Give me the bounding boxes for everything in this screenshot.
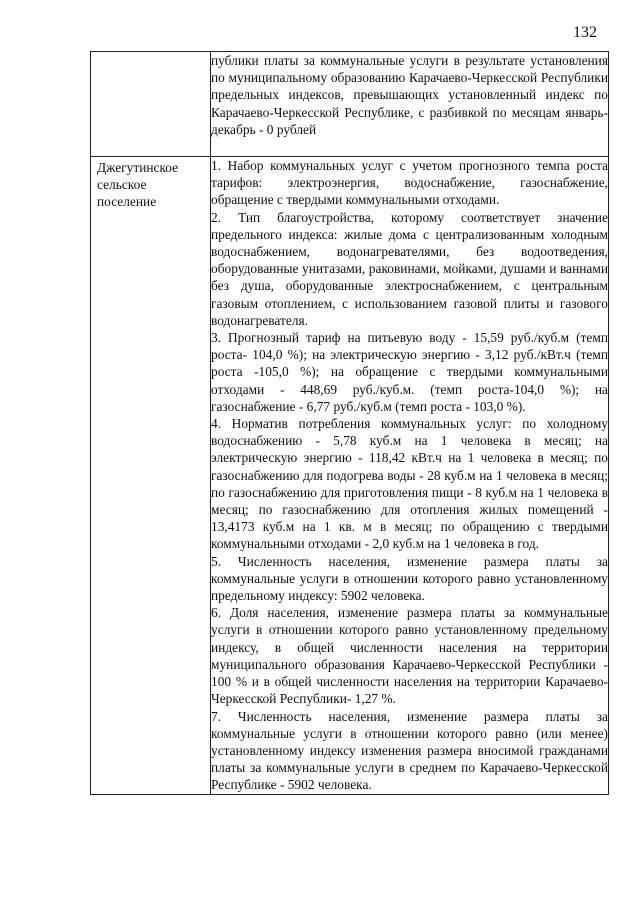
table-row xyxy=(91,157,609,795)
page-number: 132 xyxy=(573,24,597,41)
paragraph-3: 3. Прогнозный тариф на питьевую воду - 15,59 руб./куб.м (темп роста- 104,0 %); на электрическую энергию - 3,12 руб./кВт.ч (темп роста -105,0 %); на обращение с твердыми коммунальными отходами - 448,69 руб./куб.м. (темп роста-104,0 %); на газоснабжение - 6,77 руб./куб.м (темп роста - 103,0 %). xyxy=(211,330,608,414)
details-cell xyxy=(211,157,609,795)
paragraph-2: 2. Тип благоустройства, которому соответствует значение предельного индекса: жилые дома с централизованным холодным водоснабжением, водонагревателями, без водоотведения, оборудованные унитазами, раковинами, мойками, душами и ваннами без душа, оборудованные электроснабжением, с центральным газовым отоплением, с использованием газовой плиты и газового водонагревателя. xyxy=(211,209,608,328)
paragraph-4: 4. Норматив потребления коммунальных услуг: по холодному водоснабжению - 5,78 куб.м на 1 человека в месяц; на электрическую энергию - 118,42 кВт.ч на 1 человека в месяц; по газоснабжению для подогрева воды - 28 куб.м на 1 человека в месяц; по газоснабжению для приготовления пищи - 8 куб.м на 1 человека в месяц; по газоснабжению для отопления жилых помещений - 13,4173 куб.м на 1 кв. м в месяц; по обращению с твердыми коммунальными отходами - 2,0 куб.м на 1 человека в год. xyxy=(211,416,608,552)
paragraph: публики платы за коммунальные услуги в результате установления по муниципальному образованию Карачаево-Черкесской Республики предельных индексов, превышающих установленный индекс по Карачаево-Черкесской Республике, с разбивкой по месяцам январь-декабрь - 0 рублей xyxy=(211,53,608,137)
municipality-cell xyxy=(91,157,211,795)
paragraph-1: 1. Набор коммунальных услуг с учетом прогнозного темпа роста тарифов: электроэнергия, водоснабжение, газоснабжение, обращение с твердыми коммунальными отходами. xyxy=(211,158,608,208)
paragraph-6: 6. Доля населения, изменение размера платы за коммунальные услуги в отношении которого равно установленному предельному индексу, в общей численности населения на территории муниципального образования Карачаево-Черкесской Республики - 100 % и в общей численности населения на территории Карачаево-Черкесской Республики- 1,27 %. xyxy=(211,605,608,707)
document-table xyxy=(90,51,609,795)
details-cell xyxy=(211,52,609,157)
table-row xyxy=(91,52,609,157)
municipality-cell xyxy=(91,52,211,157)
paragraph-7: 7. Численность населения, изменение размера платы за коммунальные услуги в отношении которого равно (или менее) установленному индексу изменения размера вносимой гражданами платы за коммунальные услуги в среднем по Карачаево-Черкесской Республике - 5902 человека. xyxy=(211,708,608,793)
municipality-name xyxy=(91,52,210,54)
paragraph-5: 5. Численность населения, изменение размера платы за коммунальные услуги в отношении которого равно установленному предельному индексу: 5902 человека. xyxy=(211,553,608,604)
municipality-name: Джегутинское сельское поселение xyxy=(97,160,179,210)
